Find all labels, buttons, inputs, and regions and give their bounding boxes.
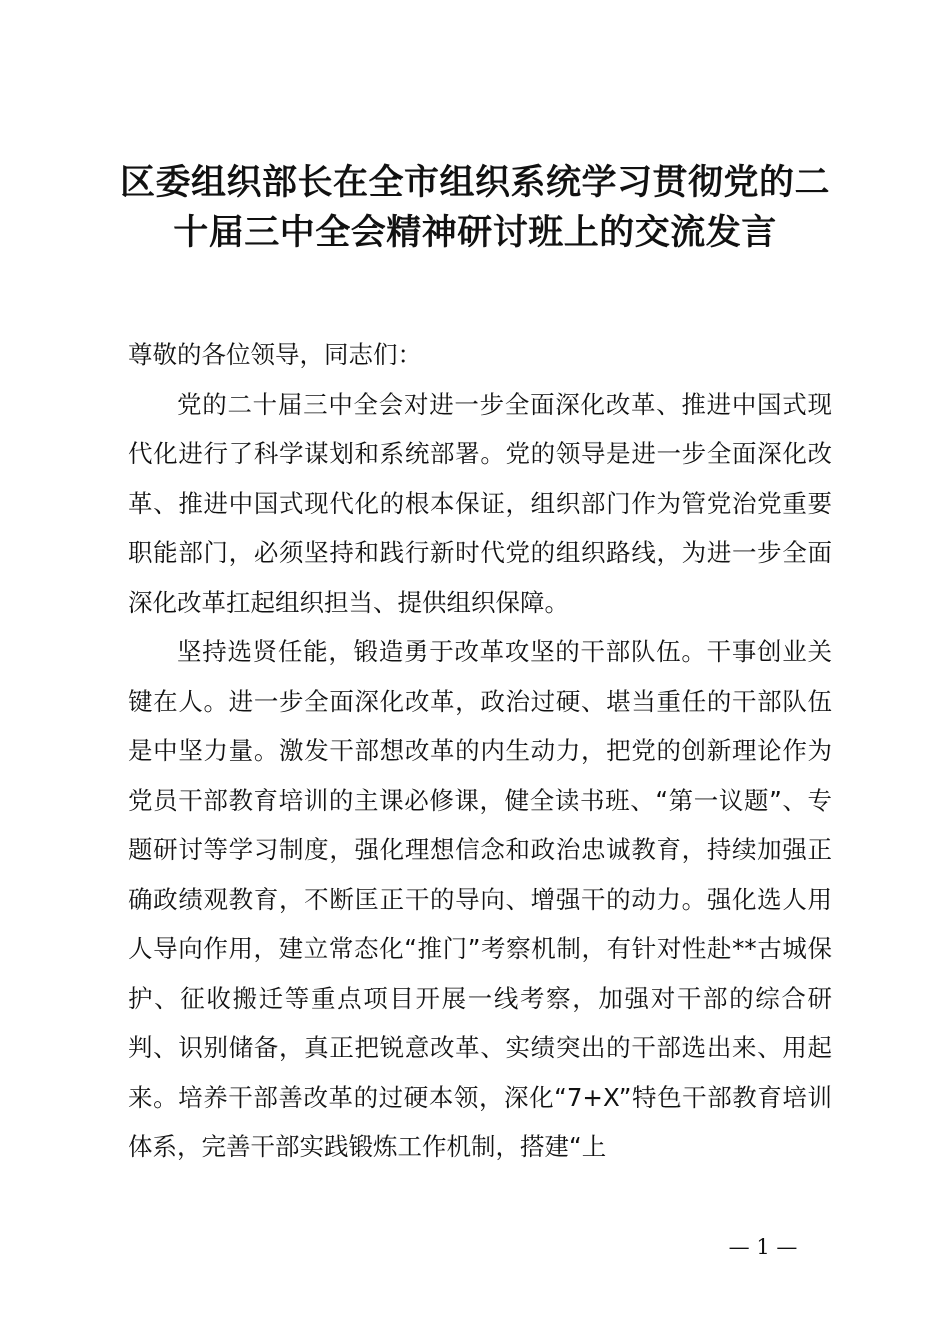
document-body (128, 330, 832, 1172)
page-number: — 1 — (728, 1235, 798, 1259)
salutation: 尊敬的各位领导，同志们： (128, 340, 422, 369)
document-title: 区委组织部长在全市组织系统学习贯彻党的二十届三中全会精神研讨班上的交流发言 (120, 163, 831, 253)
paragraph-intro: 党的二十届三中全会对进一步全面深化改革、推进中国式现代化进行了科学谋划和系统部署。党的领导是进一步全面深化改革、推进中国式现代化的根本保证，组织部门作为管党治党重要职能部门，必须坚持和践行新时代党的组织路线，为进一步全面深化改革扛起组织担当、提供组织保障。 (128, 389, 832, 617)
paragraph-cadre-selection: 坚持选贤任能，锻造勇于改革攻坚的干部队伍。干事创业关键在人。进一步全面深化改革，政治过硬、堪当重任的干部队伍是中坚力量。激发干部想改革的内生动力，把党的创新理论作为党员干部教育培训的主课必修课，健全读书班、“第一议题”、专题研讨等学习制度，强化理想信念和政治忠诚教育，持续加强正确政绩观教育，不断匡正干的导向、增强干的动力。强化选人用人导向作用，建立常态化“推门”考察机制，有针对性赴**古城保护、征收搬迁等重点项目开展一线考察，加强对干部的综合研判、识别储备，真正把锐意改革、实绩突出的干部选出来、用起来。培养干部善改革的过硬本领，深化“7+X”特色干部教育培训体系，完善干部实践锻炼工作机制，搭建“上 (128, 637, 832, 1161)
